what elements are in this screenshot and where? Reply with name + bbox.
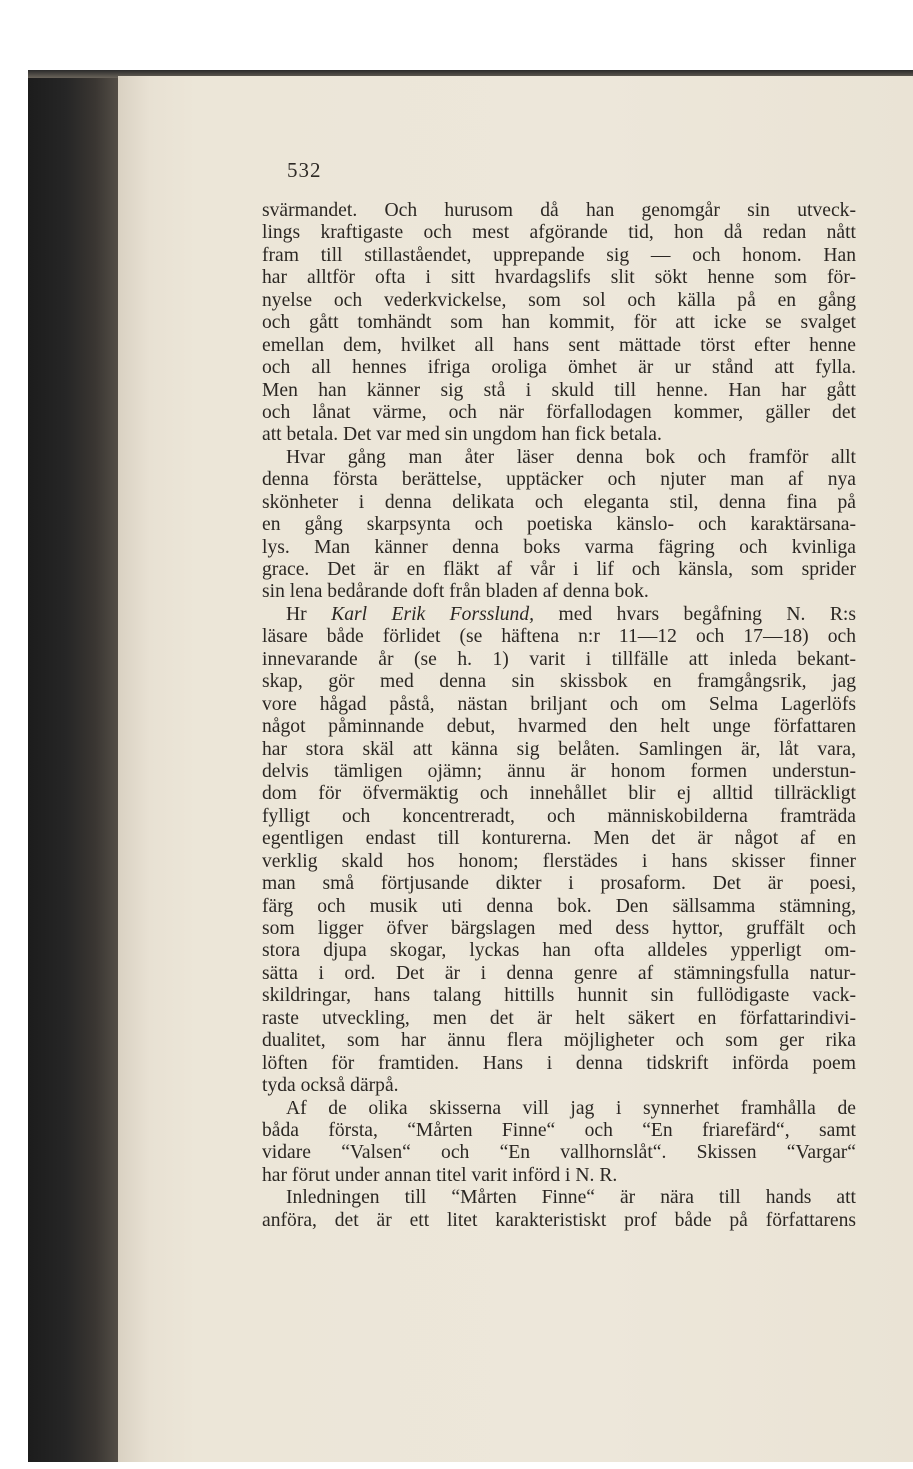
text-line: som ligger öfver bärgslagen med dess hyttor, gruffält och	[262, 918, 856, 939]
text-line: nyelse och vederkvickelse, som sol och källa på en gång	[262, 289, 856, 311]
text-line: har förut under annan titel varit införd i N. R.	[262, 1164, 618, 1186]
text-line: svärmandet. Och hurusom då han genomgår sin utveck-	[262, 200, 856, 221]
text-line: sin lena bedårande doft från bladen af denna bok.	[262, 581, 649, 603]
text-line: innevarande år (se h. 1) varit i tillfälle att inleda bekant-	[262, 648, 856, 670]
text-line: Hvar gång man åter läser denna bok och framför allt	[286, 446, 856, 468]
text-line: att betala. Det var med sin ungdom han fick betala.	[262, 424, 662, 446]
text-line: dualitet, som har ännu flera möjligheter och som ger rika	[262, 1030, 856, 1052]
author-name: Karl Erik Forsslund,	[331, 603, 559, 625]
text-line: Men han känner sig stå i skuld till henne. Han har gått	[262, 379, 856, 401]
text-line: båda första, “Mårten Finne“ och “En friarefärd“, samt	[262, 1119, 856, 1141]
body-text	[262, 200, 856, 1232]
text-line: har alltför ofta i sitt hvardagslifs slit sökt henne som för-	[262, 267, 856, 289]
text-line: lys. Man känner denna boks varma fägring och kvinliga	[262, 536, 856, 558]
text-line: skildringar, hans talang hittills hunnit sin fullödigaste vack-	[262, 985, 856, 1007]
text-line: emellan dem, hvilket all hans sent mättade törst efter henne	[262, 334, 856, 356]
text-line: löften för framtiden. Hans i denna tidskrift införda poem	[262, 1052, 856, 1074]
text-line: man små förtjusande dikter i prosaform. Det är poesi,	[262, 873, 856, 895]
text-line: sätta i ord. Det är i denna genre af stämningsfulla natur-	[262, 962, 856, 984]
text-line: lings kraftigaste och mest afgörande tid, hon då redan nått	[262, 222, 856, 244]
text-line: en gång skarpsynta och poetiska känslo- och karaktärsana-	[262, 514, 856, 536]
text-line: grace. Det är en fläkt af vår i lif och känsla, som sprider	[262, 559, 856, 580]
text-line: något påminnande debut, hvarmed den helt unge författaren	[262, 716, 856, 738]
text-line: och lånat värme, och när förfallodagen kommer, gäller det	[262, 401, 856, 423]
text-line: vore hågad påstå, nästan briljant och om Selma Lagerlöfs	[262, 693, 856, 715]
text-line: egentligen endast till konturerna. Men det är något af en	[262, 828, 856, 850]
text-line: Inledningen till “Mårten Finne“ är nära till hands att	[286, 1187, 856, 1209]
text-line: läsare både förlidet (se häftena n:r 11—12 och 17—18) och	[262, 626, 856, 648]
text-line: skönheter i denna delikata och eleganta stil, denna fina på	[262, 491, 856, 513]
text-line: stora djupa skogar, lyckas han ofta alldeles ypperligt om-	[262, 940, 856, 962]
text-line: skap, gör med denna sin skissbok en framgångsrik, jag	[262, 671, 856, 693]
text-line: denna första berättelse, upptäcker och njuter man af nya	[262, 469, 856, 491]
page-number: 532	[287, 158, 322, 182]
book-binding	[28, 74, 124, 1462]
text-line: fylligt och koncentreradt, och människobilderna framträda	[262, 805, 856, 827]
text-line: anföra, det är ett litet karakteristiskt prof både på författarens	[262, 1209, 856, 1231]
text-line: färg och musik uti denna bok. Den sällsamma stämning,	[262, 895, 856, 917]
text-line: har stora skäl att känna sig belåten. Samlingen är, låt vara,	[262, 738, 856, 760]
text-line: dom för öfvermäktig och innehållet blir ej alltid tillräckligt	[262, 783, 856, 805]
text-line: delvis tämligen ojämn; ännu är honom formen understun-	[262, 760, 856, 782]
text-line: Af de olika skisserna vill jag i synnerhet framhålla de	[286, 1097, 856, 1119]
text-line: Hr Karl Erik Forsslund, med hvars begåfning N. R:s	[286, 603, 856, 625]
text-line: verklig skald hos honom; flerstädes i hans skisser finner	[262, 850, 856, 872]
text-line: raste utveckling, men det är helt säkert en författarindivi-	[262, 1007, 856, 1029]
text-line: tyda också därpå.	[262, 1075, 399, 1097]
text-line: vidare “Valsen“ och “En vallhornslåt“. Skissen “Vargar“	[262, 1142, 856, 1164]
text-line: fram till stillaståendet, upprepande sig — och honom. Han	[262, 244, 856, 266]
text-line: och all hennes ifriga oroliga ömhet är ur stånd att fylla.	[262, 357, 856, 379]
text-line: och gått tomhändt som han kommit, för att icke se svalget	[262, 312, 856, 334]
